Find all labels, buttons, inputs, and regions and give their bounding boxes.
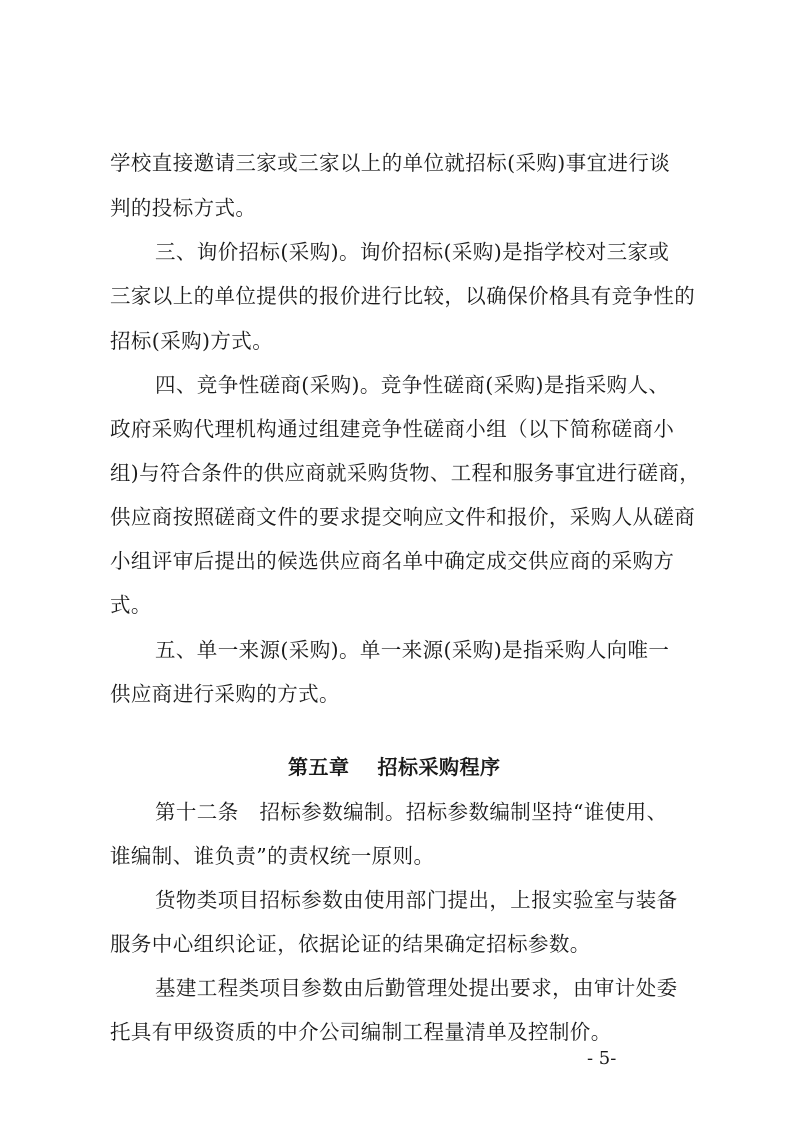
paragraph-line: 小组评审后提出的候选供应商名单中确定成交供应商的采购方	[110, 549, 675, 573]
chapter-heading: 第五章 招标采购程序	[288, 755, 501, 779]
paragraph-line: 组)与符合条件的供应商就采购货物、工程和服务事宜进行磋商，	[110, 461, 700, 485]
article-line: 第十二条 招标参数编制。招标参数编制坚持“谁使用、	[155, 800, 668, 824]
paragraph-line: 招标(采购)方式。	[110, 329, 274, 353]
paragraph-line: 式。	[110, 593, 152, 617]
paragraph-line: 四、竞争性磋商(采购)。竞争性磋商(采购)是指采购人、	[155, 373, 670, 397]
paragraph-line: 学校直接邀请三家或三家以上的单位就招标(采购)事宜进行谈	[110, 151, 671, 175]
paragraph-line: 货物类项目招标参数由使用部门提出，上报实验室与装备	[155, 888, 678, 912]
paragraph-line: 三、询价招标(采购)。询价招标(采购)是指学校对三家或	[155, 240, 670, 264]
paragraph-line: 判的投标方式。	[110, 196, 257, 220]
paragraph-line: 供应商按照磋商文件的要求提交响应文件和报价，采购人从磋商	[110, 505, 696, 529]
paragraph-line: 三家以上的单位提供的报价进行比较，以确保价格具有竞争性的	[110, 284, 696, 308]
paragraph-line: 五、单一来源(采购)。单一来源(采购)是指采购人向唯一	[155, 638, 670, 662]
paragraph-line: 供应商进行采购的方式。	[110, 682, 340, 706]
paragraph-line: 基建工程类项目参数由后勤管理处提出要求，由审计处委	[155, 976, 678, 1000]
paragraph-line: 托具有甲级资质的中介公司编制工程量清单及控制价。	[110, 1020, 612, 1044]
paragraph-line: 服务中心组织论证，依据论证的结果确定招标参数。	[110, 932, 591, 956]
paragraph-line: 政府采购代理机构通过组建竞争性磋商小组（以下简称磋商小	[110, 417, 675, 441]
paragraph-line: 谁编制、谁负责”的责权统一原则。	[110, 844, 435, 868]
page-number: - 5-	[587, 1048, 617, 1069]
